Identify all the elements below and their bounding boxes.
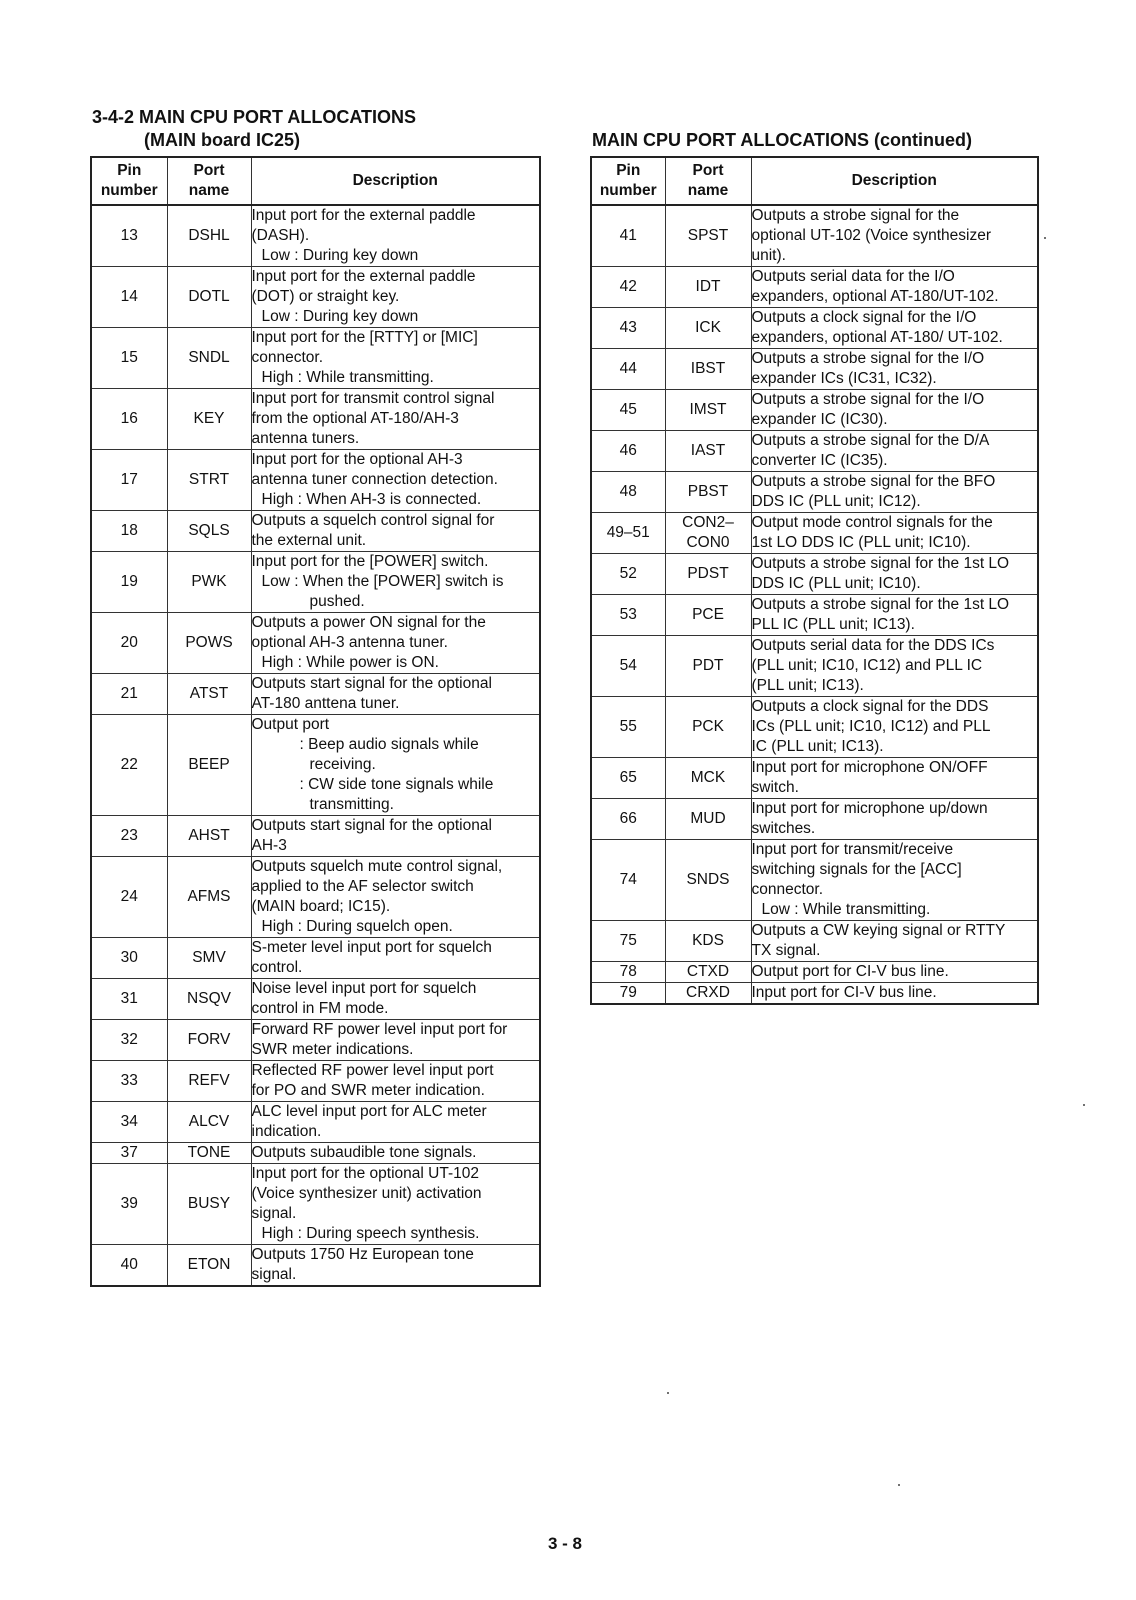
pin-number-cell: 14 <box>91 267 167 328</box>
description-cell <box>751 390 1038 431</box>
description-line: Outputs start signal for the optional <box>251 817 492 834</box>
table-row <box>91 552 540 613</box>
pin-number-cell: 74 <box>591 840 665 921</box>
port-name-cell: REFV <box>167 1061 251 1102</box>
port-name-cell: FORV <box>167 1020 251 1061</box>
pin-number-cell: 48 <box>591 472 665 513</box>
description-line: Outputs a strobe signal for the 1st LO <box>751 596 1010 613</box>
port-name-cell: SPST <box>665 205 751 267</box>
description-cell <box>251 857 540 938</box>
port-name-cell: ALCV <box>167 1102 251 1143</box>
table-row <box>91 1164 540 1245</box>
table-row <box>91 1102 540 1143</box>
pin-number-cell: 19 <box>91 552 167 613</box>
description-line: transmitting. <box>309 796 394 813</box>
description-cell <box>251 1245 540 1287</box>
port-name-cell: SQLS <box>167 511 251 552</box>
pin-number-cell: 45 <box>591 390 665 431</box>
description-cell <box>751 554 1038 595</box>
scan-speck <box>1083 1104 1085 1106</box>
description-cell <box>251 511 540 552</box>
description-line: Input port for transmit/receive <box>751 841 954 858</box>
pin-number-cell: 53 <box>591 595 665 636</box>
description-line: Outputs subaudible tone signals. <box>251 1144 477 1161</box>
description-cell <box>251 1020 540 1061</box>
description-cell <box>251 1061 540 1102</box>
table-row <box>591 697 1038 758</box>
description-line: signal. <box>251 1205 297 1222</box>
right-table-body <box>591 205 1038 1004</box>
pin-number-cell: 54 <box>591 636 665 697</box>
description-header: Description <box>251 157 540 205</box>
description-line: expander ICs (IC31, IC32). <box>751 370 937 387</box>
table-row <box>91 511 540 552</box>
description-cell <box>251 938 540 979</box>
pin-number-cell: 17 <box>91 450 167 511</box>
table-row <box>91 938 540 979</box>
pin-number-cell: 34 <box>91 1102 167 1143</box>
table-header-row <box>591 157 1038 205</box>
port-name-cell: DOTL <box>167 267 251 328</box>
port-name-cell: PCK <box>665 697 751 758</box>
description-cell <box>251 674 540 715</box>
description-line: Low : When the [POWER] switch is <box>261 573 504 590</box>
table-row <box>591 472 1038 513</box>
description-cell <box>751 799 1038 840</box>
description-line: converter IC (IC35). <box>751 452 888 469</box>
port-table-left <box>90 156 541 1287</box>
description-line: : Beep audio signals while <box>299 736 479 753</box>
description-line: DDS IC (PLL unit; IC12). <box>751 493 921 510</box>
table-header-row <box>91 157 540 205</box>
pin-number-cell: 75 <box>591 921 665 962</box>
port-name-cell: NSQV <box>167 979 251 1020</box>
table-row <box>91 1143 540 1164</box>
port-name-cell: CTXD <box>665 962 751 983</box>
pin-number-cell: 41 <box>591 205 665 267</box>
table-row <box>591 758 1038 799</box>
port-table-right <box>590 156 1039 1005</box>
description-line: High : While power is ON. <box>261 654 439 671</box>
description-line: (DASH). <box>251 227 310 244</box>
description-line: Input port for the external paddle <box>251 268 476 285</box>
pin-number-cell: 30 <box>91 938 167 979</box>
pin-number-cell: 39 <box>91 1164 167 1245</box>
description-cell <box>751 349 1038 390</box>
pin-number-cell: 43 <box>591 308 665 349</box>
description-line: Outputs a CW keying signal or RTTY <box>751 922 1006 939</box>
description-cell <box>751 472 1038 513</box>
table-row <box>591 513 1038 554</box>
description-line: pushed. <box>309 593 365 610</box>
table-row <box>591 267 1038 308</box>
description-line: Input port for CI-V bus line. <box>751 984 937 1001</box>
description-cell <box>751 308 1038 349</box>
description-line: connector. <box>751 881 824 898</box>
description-line: (Voice synthesizer unit) activation <box>251 1185 482 1202</box>
description-line: Input port for the [POWER] switch. <box>251 553 489 570</box>
table-row <box>91 1061 540 1102</box>
description-line: switching signals for the [ACC] <box>751 861 962 878</box>
description-line: ICs (PLL unit; IC10, IC12) and PLL <box>751 718 991 735</box>
table-row <box>591 983 1038 1005</box>
pin-number-cell: 42 <box>591 267 665 308</box>
port-name-cell: IAST <box>665 431 751 472</box>
description-line: for PO and SWR meter indication. <box>251 1082 485 1099</box>
port-name-cell: SNDS <box>665 840 751 921</box>
description-line: Input port for the [RTTY] or [MIC] <box>251 329 478 346</box>
pin-number-cell: 65 <box>591 758 665 799</box>
port-name-cell: IBST <box>665 349 751 390</box>
pin-number-cell: 55 <box>591 697 665 758</box>
description-line: Outputs a clock signal for the I/O <box>751 309 977 326</box>
description-line: from the optional AT-180/AH-3 <box>251 410 459 427</box>
description-line: (PLL unit; IC10, IC12) and PLL IC <box>751 657 983 674</box>
port-name-cell: ATST <box>167 674 251 715</box>
port-name-cell: BEEP <box>167 715 251 816</box>
description-line: Input port for microphone ON/OFF <box>751 759 988 776</box>
description-cell <box>251 267 540 328</box>
description-line: expanders, optional AT-180/ UT-102. <box>751 329 1003 346</box>
description-cell <box>751 431 1038 472</box>
port-name-cell: SMV <box>167 938 251 979</box>
description-cell <box>751 921 1038 962</box>
port-name-cell: ICK <box>665 308 751 349</box>
table-row <box>591 349 1038 390</box>
description-line: antenna tuners. <box>251 430 360 447</box>
description-line: PLL IC (PLL unit; IC13). <box>751 616 915 633</box>
description-line: expander IC (IC30). <box>751 411 888 428</box>
table-row <box>591 636 1038 697</box>
pin-number-header: Pin number <box>91 157 167 205</box>
port-name-cell: AFMS <box>167 857 251 938</box>
description-cell <box>251 450 540 511</box>
port-name-cell: PDT <box>665 636 751 697</box>
description-cell <box>251 1164 540 1245</box>
description-cell <box>251 715 540 816</box>
description-cell <box>751 205 1038 267</box>
description-cell <box>751 267 1038 308</box>
port-name-header: Port name <box>665 157 751 205</box>
description-cell <box>751 962 1038 983</box>
table-row <box>91 450 540 511</box>
description-cell <box>251 613 540 674</box>
description-cell <box>751 758 1038 799</box>
table-row <box>91 205 540 267</box>
pin-number-cell: 21 <box>91 674 167 715</box>
description-line: indication. <box>251 1123 322 1140</box>
table-row <box>591 308 1038 349</box>
description-line: Outputs a power ON signal for the <box>251 614 486 631</box>
description-header: Description <box>751 157 1038 205</box>
description-line: Outputs a strobe signal for the I/O <box>751 391 985 408</box>
pin-number-cell: 20 <box>91 613 167 674</box>
table-row <box>91 389 540 450</box>
table-row <box>591 840 1038 921</box>
table-row <box>91 816 540 857</box>
port-name-cell: BUSY <box>167 1164 251 1245</box>
description-line: ALC level input port for ALC meter <box>251 1103 487 1120</box>
pin-number-cell: 40 <box>91 1245 167 1287</box>
description-cell <box>751 840 1038 921</box>
description-cell <box>251 552 540 613</box>
pin-number-cell: 13 <box>91 205 167 267</box>
description-line: Output port for CI-V bus line. <box>751 963 949 980</box>
description-line: High : When AH-3 is connected. <box>261 491 482 508</box>
description-line: AT-180 anttena tuner. <box>251 695 400 712</box>
description-line: control. <box>251 959 303 976</box>
description-line: unit). <box>751 247 786 264</box>
scan-speck <box>898 1484 900 1486</box>
section-title: 3-4-2 MAIN CPU PORT ALLOCATIONS <box>92 107 417 127</box>
pin-number-cell: 18 <box>91 511 167 552</box>
description-line: S-meter level input port for squelch <box>251 939 492 956</box>
description-line: Input port for the optional AH-3 <box>251 451 463 468</box>
left-table-body <box>91 205 540 1286</box>
description-cell <box>251 1102 540 1143</box>
pin-number-cell: 24 <box>91 857 167 938</box>
port-name-cell: SNDL <box>167 328 251 389</box>
port-name-cell: POWS <box>167 613 251 674</box>
pin-number-cell: 15 <box>91 328 167 389</box>
port-name-cell: PWK <box>167 552 251 613</box>
description-line: High : During speech synthesis. <box>261 1225 480 1242</box>
pin-number-cell: 79 <box>591 983 665 1005</box>
description-line: connector. <box>251 349 324 366</box>
description-cell <box>751 983 1038 1005</box>
description-line: (PLL unit; IC13). <box>751 677 864 694</box>
description-line: (DOT) or straight key. <box>251 288 400 305</box>
scan-speck <box>1044 237 1046 239</box>
description-line: optional AH-3 antenna tuner. <box>251 634 448 651</box>
description-cell <box>251 389 540 450</box>
description-line: Low : During key down <box>261 308 419 325</box>
description-line: Output mode control signals for the <box>751 514 993 531</box>
pin-number-cell: 37 <box>91 1143 167 1164</box>
description-line: High : While transmitting. <box>261 369 434 386</box>
port-name-cell: AHST <box>167 816 251 857</box>
port-name-cell: ETON <box>167 1245 251 1287</box>
table-row <box>91 979 540 1020</box>
port-name-cell: TONE <box>167 1143 251 1164</box>
description-line: Input port for the optional UT-102 <box>251 1165 479 1182</box>
pin-number-cell: 46 <box>591 431 665 472</box>
table-row <box>91 1020 540 1061</box>
description-line: Input port for microphone up/down <box>751 800 988 817</box>
continued-title: MAIN CPU PORT ALLOCATIONS (continued) <box>592 130 972 150</box>
pin-number-header: Pin number <box>591 157 665 205</box>
description-line: IC (PLL unit; IC13). <box>751 738 884 755</box>
description-line: Outputs a clock signal for the DDS <box>751 698 989 715</box>
description-line: Outputs a strobe signal for the I/O <box>751 350 985 367</box>
description-line: Output port <box>251 716 330 733</box>
port-name-cell: MUD <box>665 799 751 840</box>
page-number: 3 - 8 <box>548 1534 583 1553</box>
description-line: AH-3 <box>251 837 287 854</box>
description-line: Input port for transmit control signal <box>251 390 495 407</box>
port-name-cell: CON2– CON0 <box>665 513 751 554</box>
description-line: : CW side tone signals while <box>299 776 494 793</box>
description-line: receiving. <box>309 756 376 773</box>
description-line: Outputs a strobe signal for the 1st LO <box>751 555 1010 572</box>
description-line: DDS IC (PLL unit; IC10). <box>751 575 921 592</box>
port-name-cell: STRT <box>167 450 251 511</box>
description-line: optional UT-102 (Voice synthesizer <box>751 227 992 244</box>
description-cell <box>751 697 1038 758</box>
description-line: (MAIN board; IC15). <box>251 898 391 915</box>
description-line: Outputs serial data for the I/O <box>751 268 955 285</box>
table-row <box>91 267 540 328</box>
pin-number-cell: 78 <box>591 962 665 983</box>
table-row <box>91 613 540 674</box>
pin-number-cell: 66 <box>591 799 665 840</box>
description-line: expanders, optional AT-180/UT-102. <box>751 288 999 305</box>
port-name-cell: PCE <box>665 595 751 636</box>
description-cell <box>751 595 1038 636</box>
description-line: Low : During key down <box>261 247 419 264</box>
description-line: Reflected RF power level input port <box>251 1062 494 1079</box>
description-line: Outputs start signal for the optional <box>251 675 492 692</box>
table-row <box>591 595 1038 636</box>
description-cell <box>251 816 540 857</box>
description-line: Outputs 1750 Hz European tone <box>251 1246 474 1263</box>
table-row <box>91 1245 540 1287</box>
port-name-cell: CRXD <box>665 983 751 1005</box>
pin-number-cell: 52 <box>591 554 665 595</box>
description-line: switch. <box>751 779 799 796</box>
description-line: control in FM mode. <box>251 1000 389 1017</box>
description-line: Outputs serial data for the DDS ICs <box>751 637 995 654</box>
description-line: Outputs a squelch control signal for <box>251 512 495 529</box>
port-name-cell: IMST <box>665 390 751 431</box>
description-line: Noise level input port for squelch <box>251 980 477 997</box>
port-name-header: Port name <box>167 157 251 205</box>
description-line: High : During squelch open. <box>261 918 453 935</box>
table-row <box>91 328 540 389</box>
description-cell <box>751 513 1038 554</box>
description-cell <box>751 636 1038 697</box>
pin-number-cell: 16 <box>91 389 167 450</box>
table-row <box>91 857 540 938</box>
description-line: 1st LO DDS IC (PLL unit; IC10). <box>751 534 971 551</box>
pin-number-cell: 22 <box>91 715 167 816</box>
description-line: applied to the AF selector switch <box>251 878 474 895</box>
port-name-cell: KEY <box>167 389 251 450</box>
description-line: Outputs a strobe signal for the D/A <box>751 432 990 449</box>
description-line: SWR meter indications. <box>251 1041 414 1058</box>
pin-number-cell: 49–51 <box>591 513 665 554</box>
table-row <box>91 715 540 816</box>
table-row <box>91 674 540 715</box>
description-line: Input port for the external paddle <box>251 207 476 224</box>
table-row <box>591 205 1038 267</box>
section-subtitle: (MAIN board IC25) <box>144 130 301 150</box>
port-name-cell: DSHL <box>167 205 251 267</box>
description-line: Low : While transmitting. <box>761 901 931 918</box>
description-line: the external unit. <box>251 532 367 549</box>
port-name-cell: PBST <box>665 472 751 513</box>
section-heading-right <box>592 129 972 152</box>
table-row <box>591 921 1038 962</box>
description-line: switches. <box>751 820 816 837</box>
description-cell <box>251 979 540 1020</box>
description-line: Forward RF power level input port for <box>251 1021 508 1038</box>
scan-speck <box>667 1392 669 1394</box>
port-name-cell: IDT <box>665 267 751 308</box>
pin-number-cell: 31 <box>91 979 167 1020</box>
table-row <box>591 554 1038 595</box>
section-heading-left <box>92 106 416 152</box>
port-name-cell: MCK <box>665 758 751 799</box>
table-row <box>591 431 1038 472</box>
port-name-cell: KDS <box>665 921 751 962</box>
description-cell <box>251 205 540 267</box>
description-cell <box>251 328 540 389</box>
pin-number-cell: 44 <box>591 349 665 390</box>
description-line: antenna tuner connection detection. <box>251 471 498 488</box>
description-line: Outputs a strobe signal for the BFO <box>751 473 996 490</box>
description-line: Outputs squelch mute control signal, <box>251 858 503 875</box>
pin-number-cell: 33 <box>91 1061 167 1102</box>
pin-number-cell: 32 <box>91 1020 167 1061</box>
description-cell <box>251 1143 540 1164</box>
port-name-cell: PDST <box>665 554 751 595</box>
description-line: TX signal. <box>751 942 821 959</box>
description-line: Outputs a strobe signal for the <box>751 207 960 224</box>
table-row <box>591 799 1038 840</box>
table-row <box>591 962 1038 983</box>
pin-number-cell: 23 <box>91 816 167 857</box>
description-line: signal. <box>251 1266 297 1283</box>
table-row <box>591 390 1038 431</box>
